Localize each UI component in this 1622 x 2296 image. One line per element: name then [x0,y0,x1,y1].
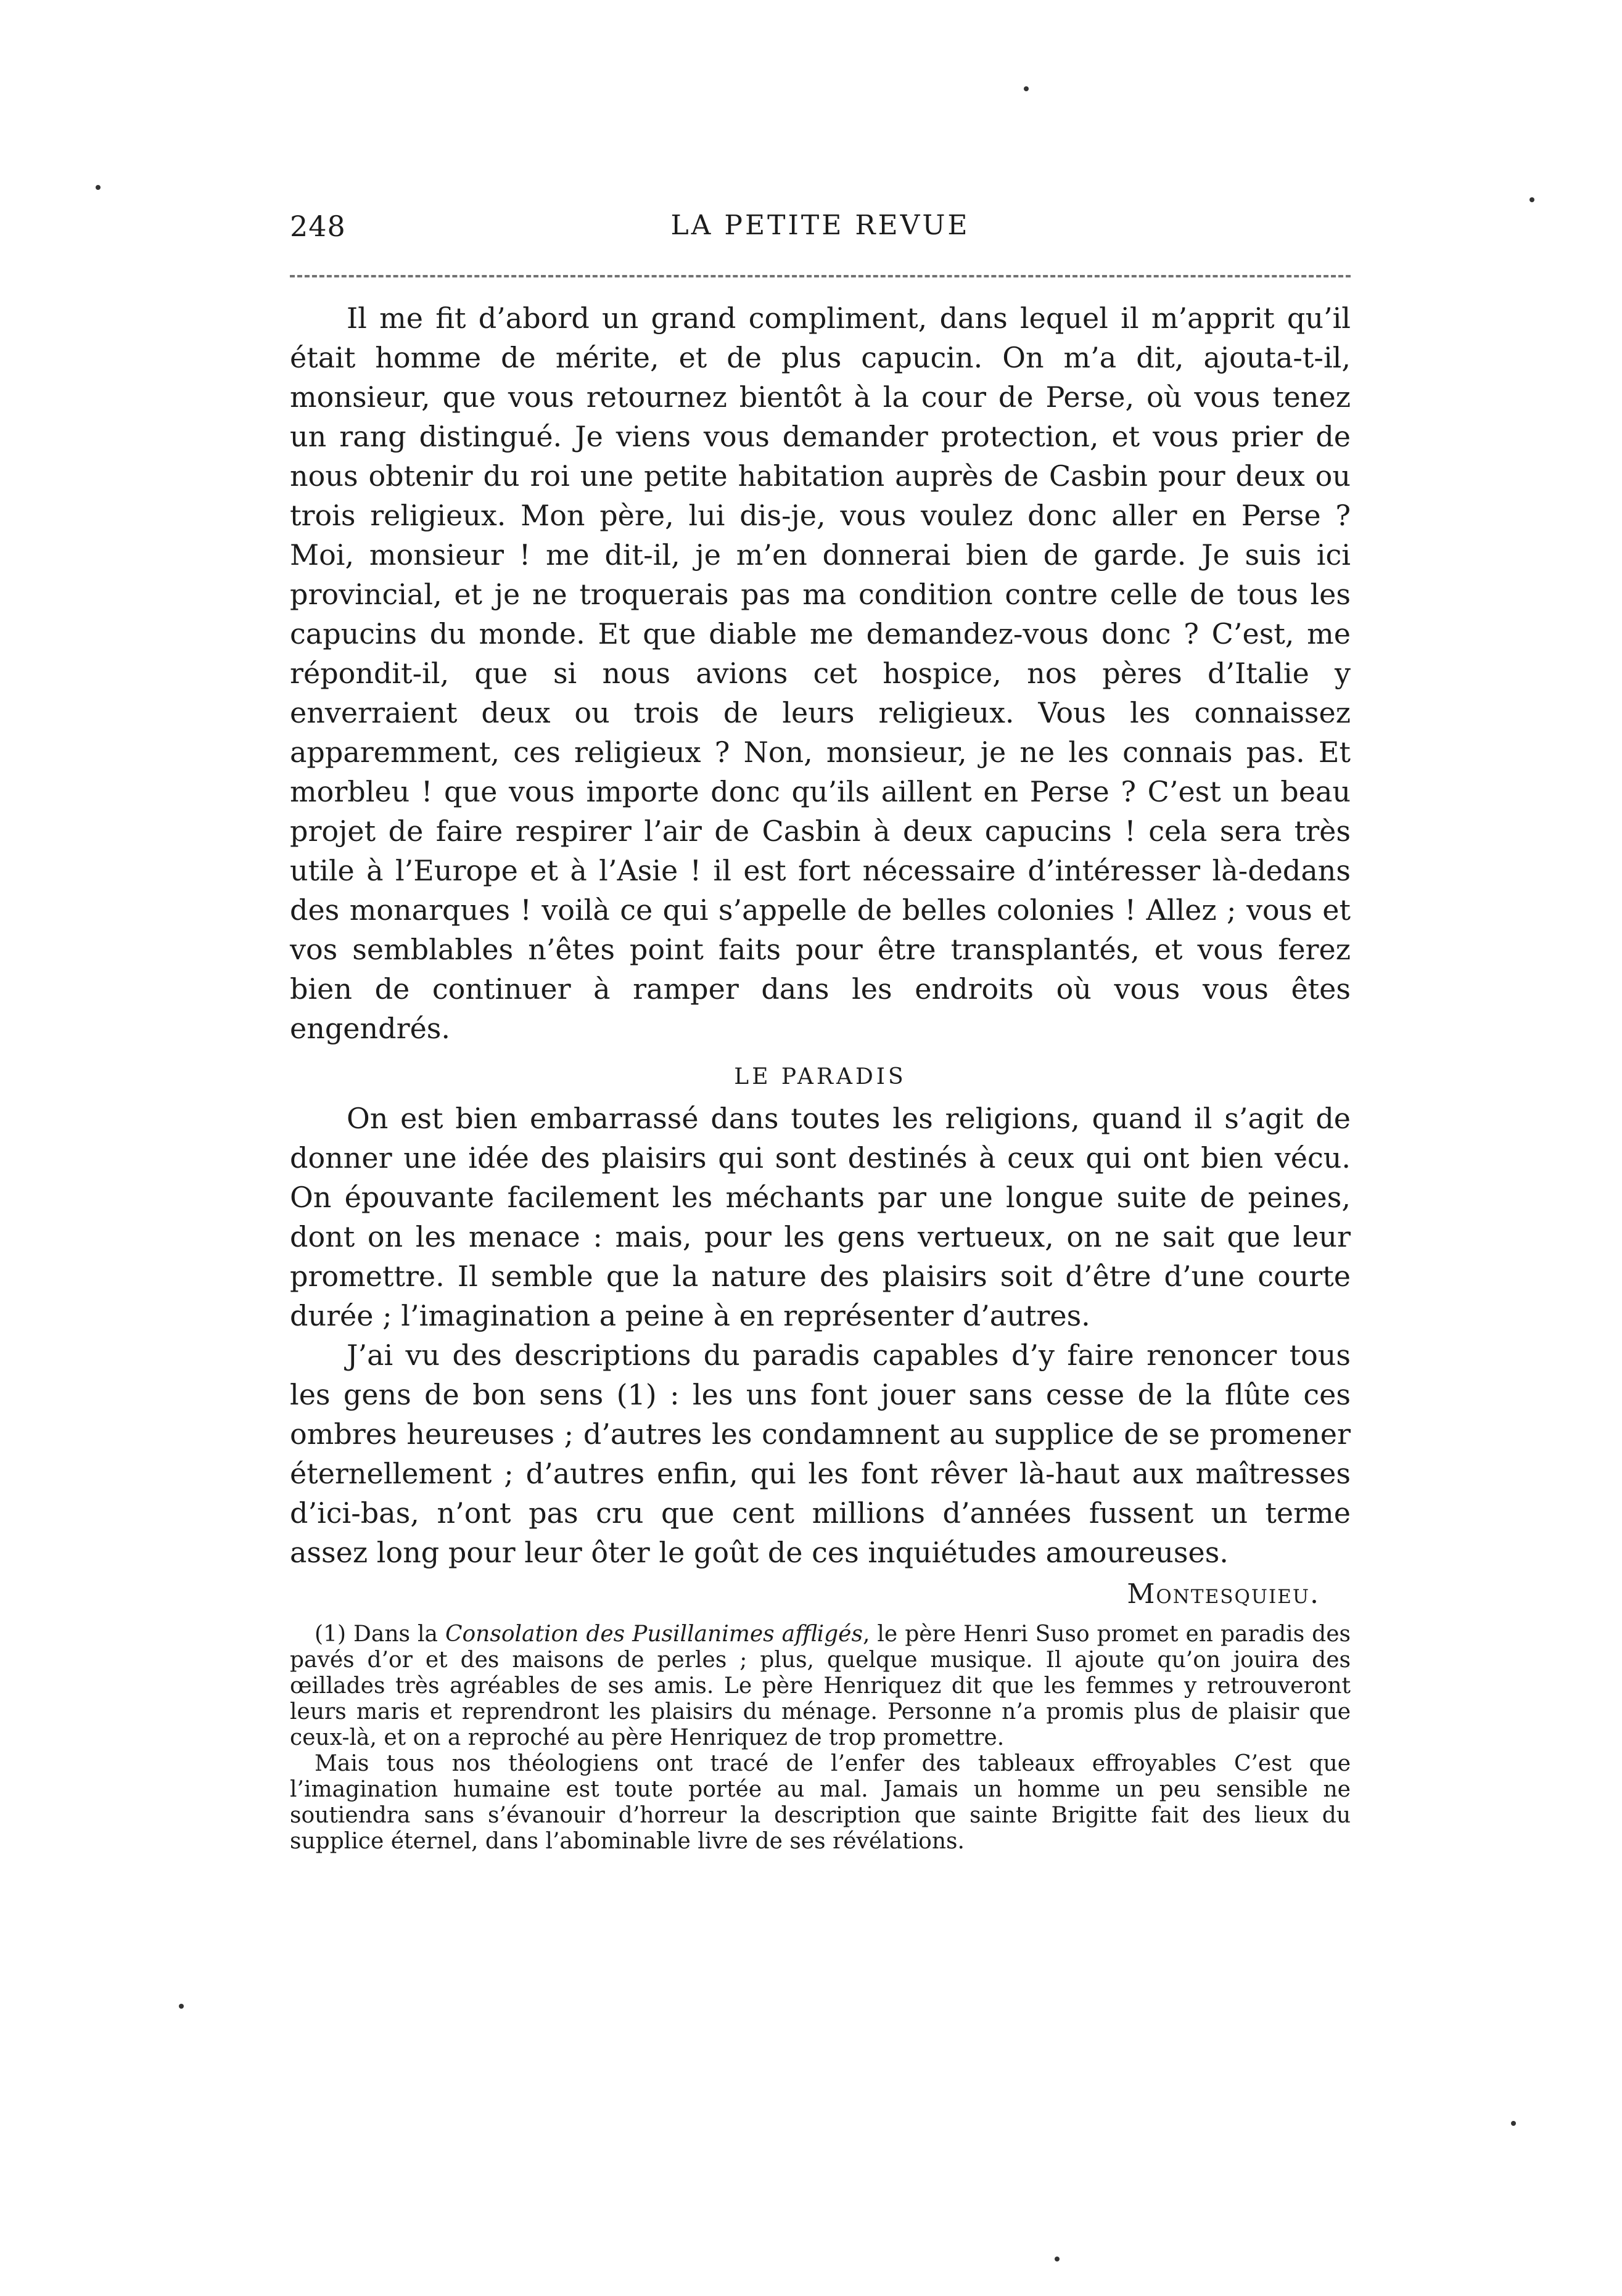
scan-speck [96,185,101,190]
scan-speck [1529,197,1534,202]
author-signature: Montesquieu. [1127,1578,1320,1610]
section-title: LE PARADIS [734,1064,907,1089]
footnote-1 [290,1622,1351,1751]
body-text [290,298,1351,1855]
scan-speck [1055,2257,1060,2261]
footnote-work-title: Consolation des Pusillanimes affligés [445,1622,863,1647]
footnote-marker: (1) Dans la [315,1622,445,1647]
header-rule [290,275,1351,277]
paragraph-capucin: Il me fit d’abord un grand compliment, dans lequel il m’apprit qu’il était homme de mérite, et de plus capucin. On m’a dit, ajouta-t-il, monsieur, que vous retournez bientôt à la cour de Perse, où vous tenez un rang distingué. Je viens vous demander protection, et vous prier de nous obtenir du roi une petite habitation auprès de Casbin pour deux ou trois religieux. Mon père, lui dis-je, vous voulez donc aller en Perse ? Moi, monsieur ! me dit-il, je m’en donnerai bien de garde. Je suis ici provincial, et je ne troquerais pas ma condition contre celle de tous les capucins du monde. Et que diable me demandez-vous donc ? C’est, me répondit-il, que si nous avions cet hospice, nos pères d’Italie y enverraient deux ou trois de leurs religieux. Vous les connaissez apparemment, ces religieux ? Non, monsieur, je ne les connais pas. Et morbleu ! que vous importe donc qu’ils aillent en Perse ? C’est un beau projet de faire respirer l’air de Casbin à deux capucins ! cela sera très utile à l’Europe et à l’Asie ! il est fort nécessaire d’intéresser là-dedans des monarques ! voilà ce qui s’appelle de belles colonies ! Allez ; vous et vos semblables n’êtes point faits pour être transplantés, et vous ferez bien de continuer à ramper dans les endroits où vous vous êtes engendrés. [290,301,1351,1045]
paragraph-paradis-2: J’ai vu des descriptions du paradis capables d’y faire renoncer tous les gens de bon sens (1) : les uns font jouer sans cesse de la flûte ces ombres heureuses ; d’autres les condamnent au supplice de se promener éternellement ; d’autres enfin, qui les font rêver là-haut aux maîtresses d’ici-bas, n’ont pas cru que cent millions d’années fussent un terme assez long pour leur ôter le goût de ces inquiétudes amoureuses. [290,1339,1351,1569]
page-header [290,210,1351,259]
running-title: LA PETITE REVUE [670,210,970,241]
footnote-2: Mais tous nos théologiens ont tracé de l’enfer des tableaux effroyables C’est que l’imagination humaine est toute portée au mal. Jamais un homme un peu sensible ne soutiendra sans s’évanouir d’horreur la description que sainte Brigitte fait des lieux du supplice éternel, dans l’abominable livre de ses révélations. [290,1751,1351,1854]
scan-speck [179,2004,184,2009]
footnote-text-1: , le père Henri Suso promet en paradis des pavés d’or et des maisons de perles ; plus, quelque musique. Il ajoute qu’on jouira des œillades très agréables de ses amis. Le père Henriquez dit que les femmes y retrouveront leurs maris et reprendront les plaisirs du ménage. Personne n’a promis plus de plaisir que ceux-là, et on a reproché au père Henriquez de trop promettre. [290,1622,1351,1750]
paragraph-paradis-1: On est bien embarrassé dans toutes les religions, quand il s’agit de donner une idée des plaisirs qui sont destinés à ceux qui ont bien vécu. On épouvante facilement les méchants par une longue suite de peines, dont on les menace : mais, pour les gens vertueux, on ne sait que leur promettre. Il semble que la nature des plaisirs soit d’être d’une courte durée ; l’imagination a peine à en représenter d’autres. [290,1102,1351,1332]
scan-speck [1511,2121,1516,2126]
page-number: 248 [290,210,346,243]
scan-speck [1024,86,1029,91]
